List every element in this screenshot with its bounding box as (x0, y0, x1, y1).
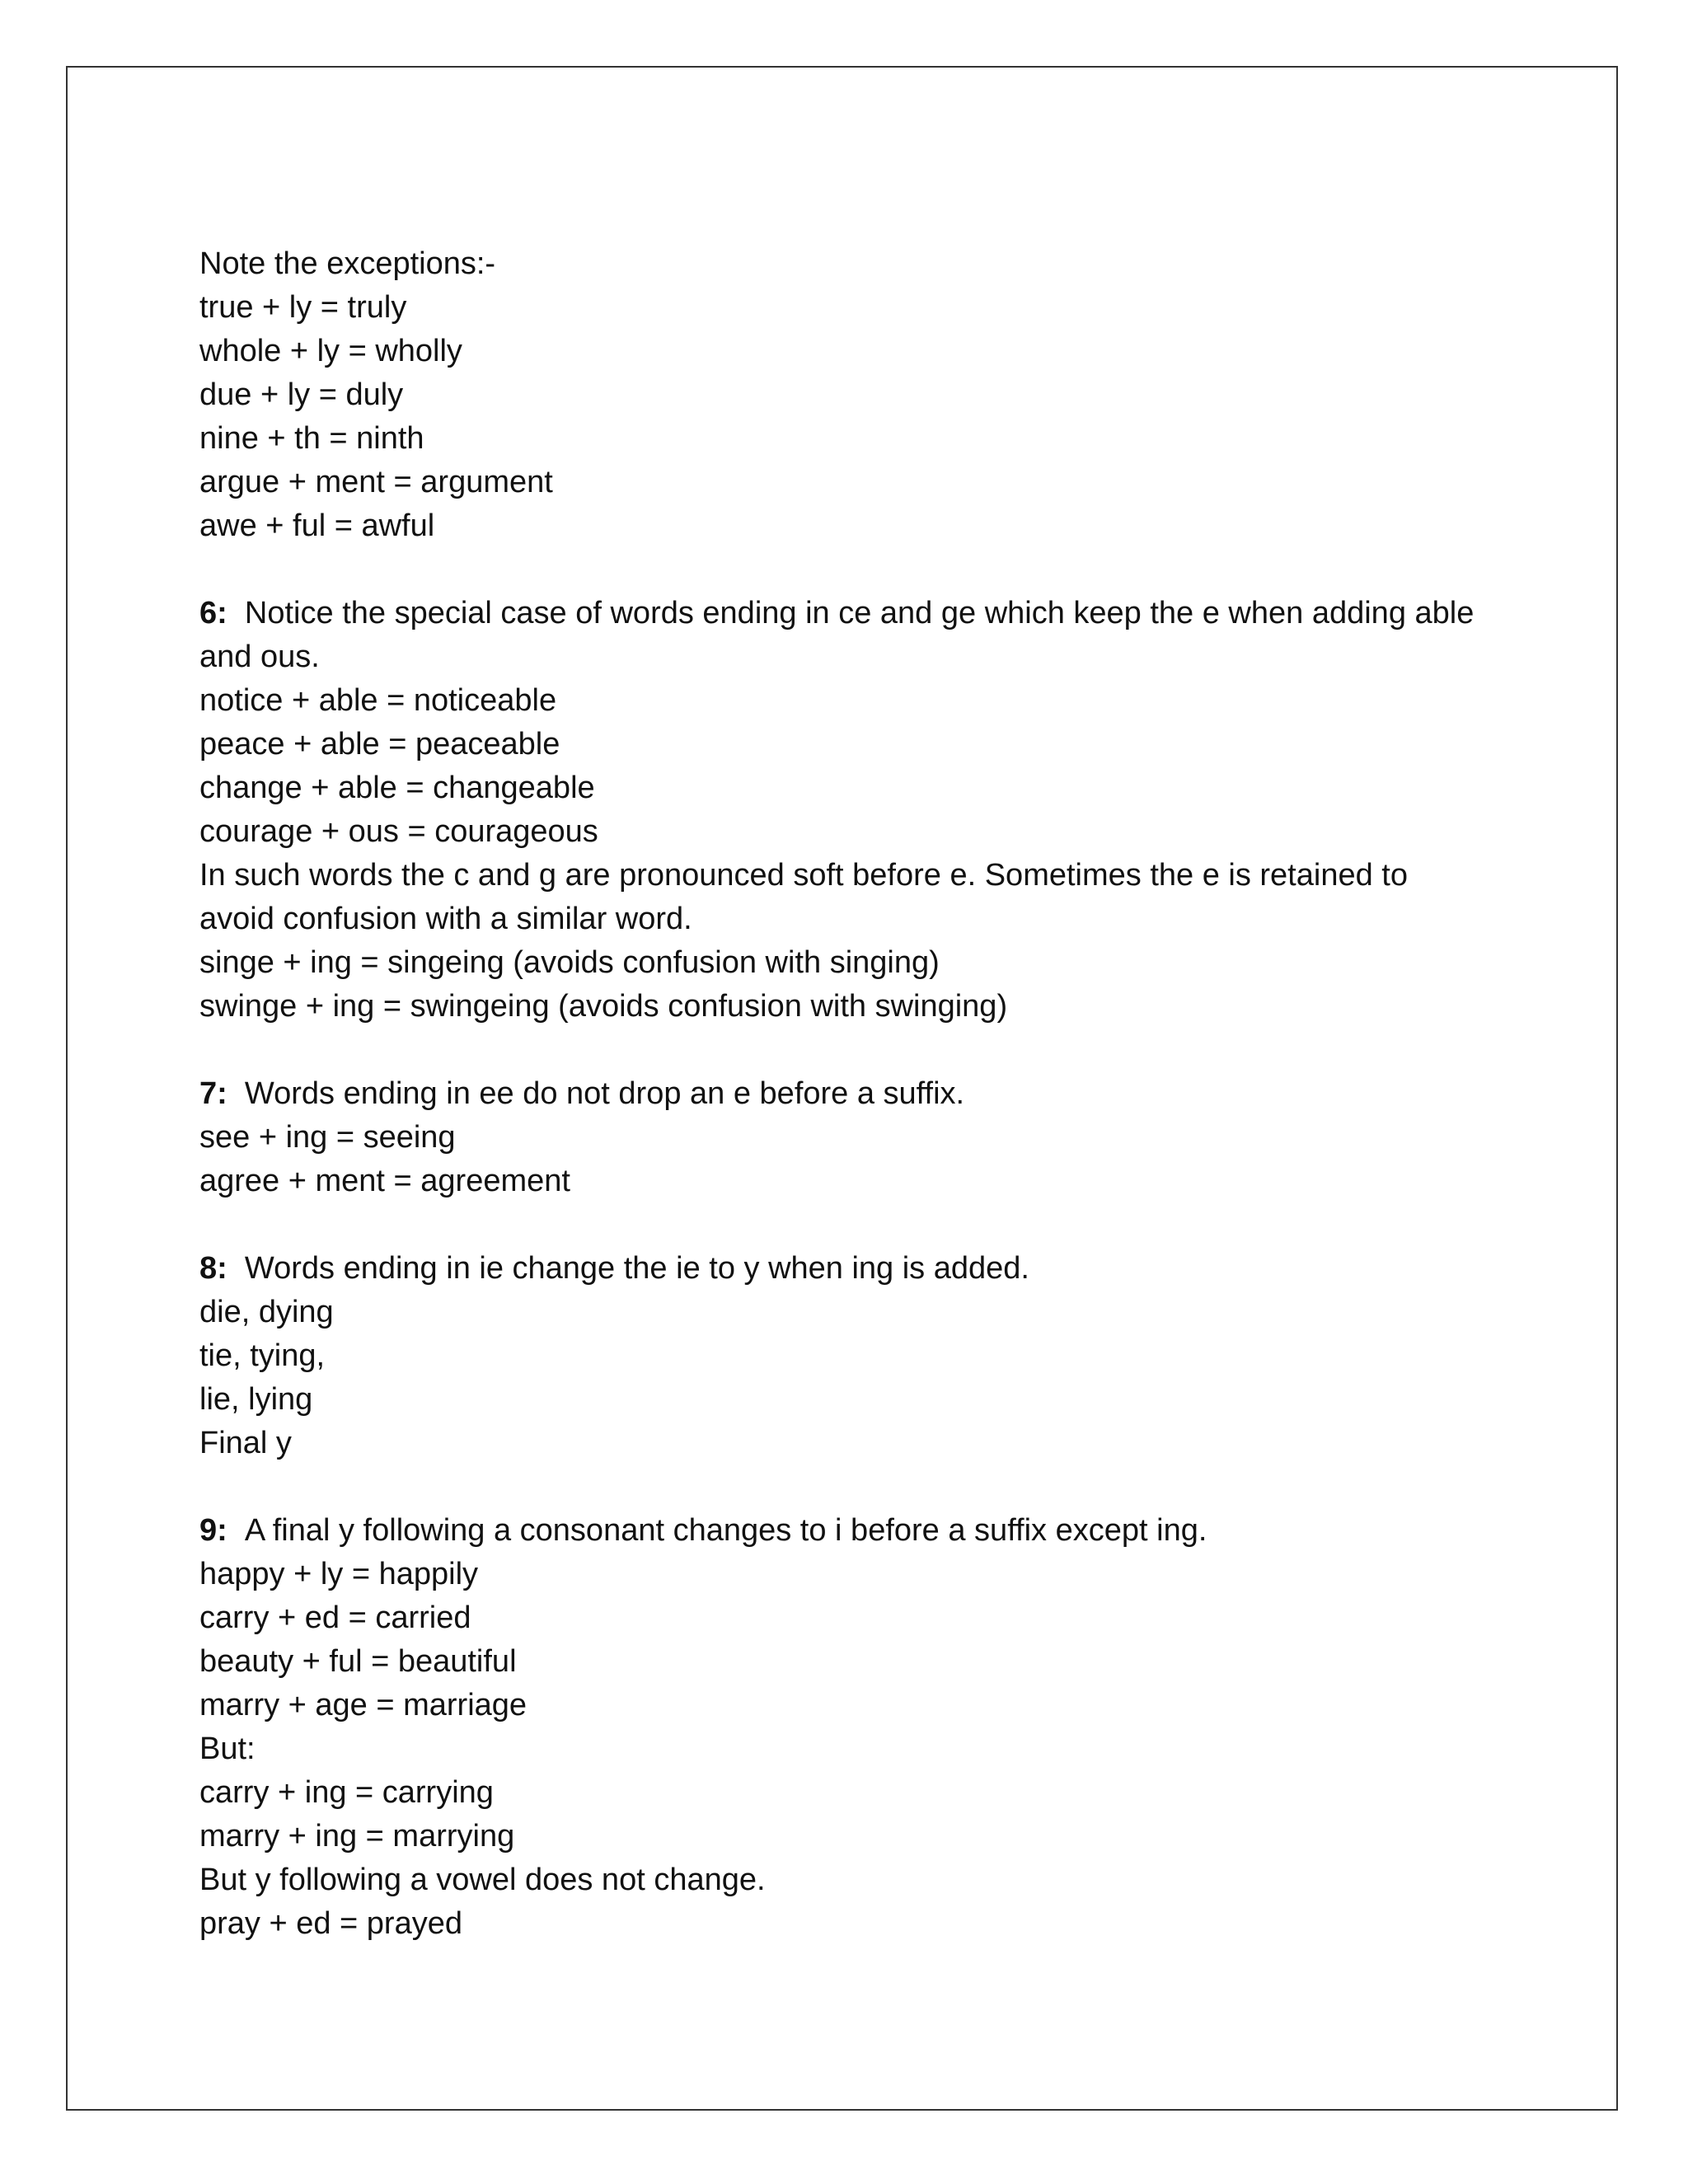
document-body (199, 242, 1485, 1946)
rule-text: Words ending in ee do not drop an e before a suffix. (244, 1076, 965, 1111)
rule-number: 7: (199, 1076, 227, 1111)
example-item: singe + ing = singeing (avoids confusion with singing) (199, 945, 940, 980)
example-item: pray + ed = prayed (199, 1906, 462, 1941)
rule-6-note: In such words the c and g are pronounced soft before e. Sometimes the e is retained to avoid confusion with a similar word. (199, 858, 1408, 936)
spacer (199, 1029, 1485, 1072)
exception-item: nine + th = ninth (199, 421, 424, 456)
section-label: Final y (199, 1426, 292, 1460)
rule-text: A final y following a consonant changes to i before a suffix except ing. (244, 1513, 1207, 1548)
spacer (199, 548, 1485, 592)
example-item: notice + able = noticeable (199, 683, 557, 718)
example-item: marry + age = marriage (199, 1688, 528, 1722)
example-item: see + ing = seeing (199, 1120, 456, 1155)
rule-9-statement (199, 1509, 1485, 1553)
example-item: marry + ing = marrying (199, 1819, 515, 1854)
example-item: peace + able = peaceable (199, 727, 560, 762)
exception-item: true + ly = truly (199, 290, 407, 325)
exception-item: whole + ly = wholly (199, 334, 462, 368)
example-item: carry + ing = carrying (199, 1775, 494, 1810)
example-item: die, dying (199, 1295, 334, 1329)
exception-item: due + ly = duly (199, 377, 404, 412)
example-item: lie, lying (199, 1382, 313, 1417)
but-label: But: (199, 1732, 256, 1766)
rule-text: Words ending in ie change the ie to y when ing is added. (244, 1251, 1029, 1286)
rule-text: Notice the special case of words ending in ce and ge which keep the e when adding able and ous. (199, 596, 1475, 674)
rule-7-statement (199, 1072, 1485, 1116)
exceptions-heading: Note the exceptions:- (199, 246, 496, 281)
example-item: courage + ous = courageous (199, 814, 598, 849)
rule-number: 9: (199, 1513, 227, 1548)
spacer (199, 1465, 1485, 1509)
exception-item: awe + ful = awful (199, 509, 435, 543)
exception-item: argue + ment = argument (199, 465, 553, 499)
vowel-note: But y following a vowel does not change. (199, 1863, 766, 1897)
example-item: agree + ment = agreement (199, 1164, 570, 1198)
example-item: swinge + ing = swingeing (avoids confusion with swinging) (199, 989, 1008, 1024)
rule-number: 8: (199, 1251, 227, 1286)
example-item: tie, tying, (199, 1338, 326, 1373)
rule-6-statement (199, 592, 1485, 679)
example-item: carry + ed = carried (199, 1601, 471, 1635)
example-item: beauty + ful = beautiful (199, 1644, 517, 1679)
rule-8-statement (199, 1247, 1485, 1291)
rule-number: 6: (199, 596, 227, 630)
example-item: change + able = changeable (199, 771, 595, 805)
spacer (199, 1203, 1485, 1247)
example-item: happy + ly = happily (199, 1557, 479, 1591)
